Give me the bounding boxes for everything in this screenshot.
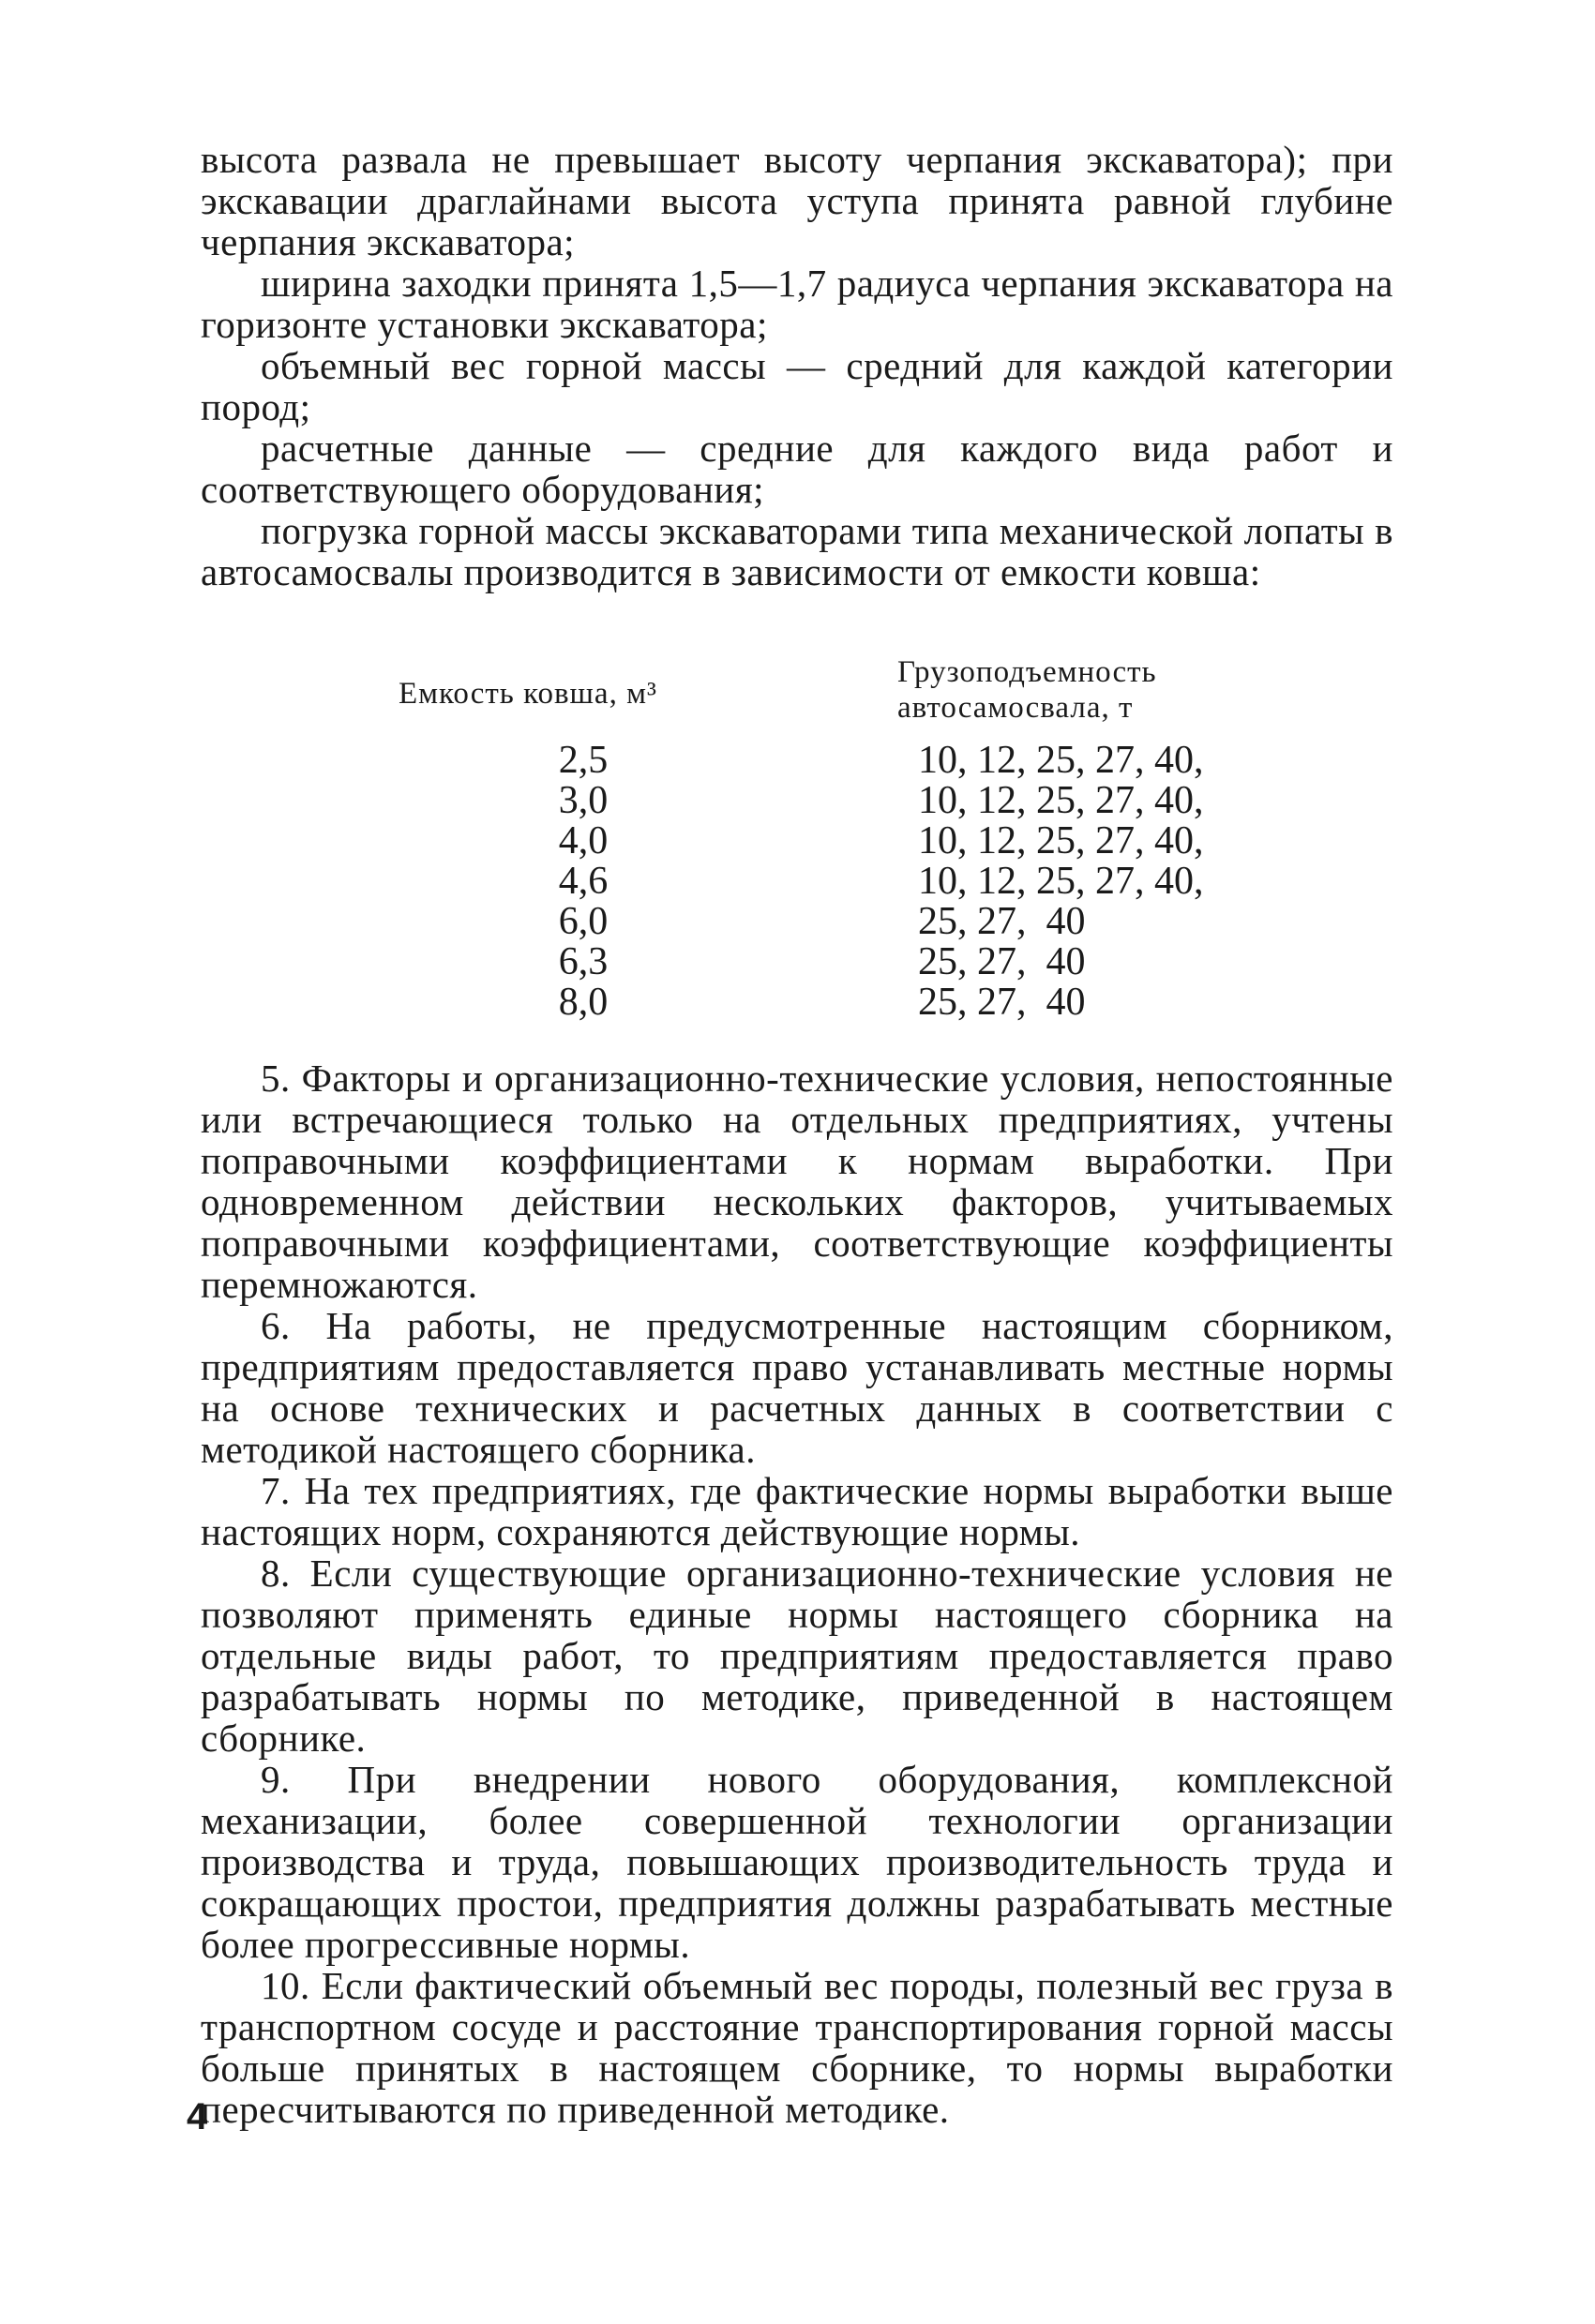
intro-paragraph-2: ширина заходки принята 1,5—1,7 радиуса черпания экскаватора на горизонте установки экскаватора; xyxy=(201,262,1393,346)
table-row xyxy=(201,902,1393,942)
table-row xyxy=(201,982,1393,1023)
paragraph-7: 7. На тех предприятиях, где фактические нормы выработки выше настоящих норм, сохраняются действующие нормы. xyxy=(201,1469,1393,1553)
intro-text xyxy=(201,139,1393,592)
paragraph-9: 9. При внедрении нового оборудования, комплексной механизации, более совершенной технологии организации производства и труда, повышающих производительность труда и сокращающих простои, предприятия должны разрабатывать местные более прогрессивные нормы. xyxy=(201,1758,1393,1966)
table-header-payload xyxy=(897,654,1157,726)
payload-cell: 10, 12, 25, 27, 40, xyxy=(918,739,1204,782)
table-row xyxy=(201,821,1393,862)
paragraph-8: 8. Если существующие организационно-технические условия не позволяют применять единые нормы настоящего сборника на отдельные виды работ, то предприятиям предоставляется право разрабатывать нормы по методике, приведенной в настоящем сборнике. xyxy=(201,1552,1393,1760)
capacity-cell: 2,5 xyxy=(558,739,609,782)
paragraph-6: 6. На работы, не предусмотренные настоящим сборником, предприятиям предоставляется право устанавливать местные нормы на основе технических и расчетных данных в соответствии с методикой настоящего сборника. xyxy=(201,1304,1393,1471)
intro-paragraph-5: погрузка горной массы экскаваторами типа механической лопаты в автосамосвалы производится в зависимости от емкости ковша: xyxy=(201,509,1393,593)
paragraph-5: 5. Факторы и организационно-технические условия, непостоянные или встречающиеся только на отдельных предприятиях, учтены поправочными коэффициентами к нормам выработки. При одновременном действии нескольких факторов, учитываемых поправочными коэффициентами, соответствующие коэффициенты перемножаются. xyxy=(201,1057,1393,1306)
table-body xyxy=(201,741,1393,1023)
table-header-payload-line-1: Грузоподъемность xyxy=(897,655,1157,689)
table-row xyxy=(201,942,1393,982)
capacity-cell: 6,3 xyxy=(558,940,609,983)
table-row xyxy=(201,781,1393,821)
capacity-cell: 4,6 xyxy=(558,860,609,903)
table-row xyxy=(201,741,1393,781)
payload-cell: 10, 12, 25, 27, 40, xyxy=(918,860,1204,903)
main-text xyxy=(201,1057,1393,2130)
paragraph-10: 10. Если фактический объемный вес породы, полезный вес груза в транспортном сосуде и расстояние транспортирования горной массы больше принятых в настоящем сборнике, то нормы выработки пересчитываются по приведенной методике. xyxy=(201,1964,1393,2131)
table-header-payload-line-2: автосамосвала, т xyxy=(897,691,1134,725)
intro-paragraph-4: расчетные данные — средние для каждого вида работ и соответствующего оборудования; xyxy=(201,427,1393,511)
payload-cell: 10, 12, 25, 27, 40, xyxy=(918,819,1204,862)
payload-cell: 10, 12, 25, 27, 40, xyxy=(918,779,1204,822)
table-row xyxy=(201,862,1393,902)
capacity-cell: 4,0 xyxy=(558,819,609,862)
payload-cell: 25, 27, 40 xyxy=(918,940,1086,983)
page-number: 4 xyxy=(187,2096,208,2137)
payload-cell: 25, 27, 40 xyxy=(918,981,1086,1024)
intro-paragraph-3: объемный вес горной массы — средний для каждой категории пород; xyxy=(201,344,1393,428)
intro-paragraph-1: высота развала не превышает высоту черпания экскаватора); при экскавации драглайнами высота уступа принята равной глубине черпания экскаватора; xyxy=(201,138,1393,263)
capacity-cell: 8,0 xyxy=(558,981,609,1024)
payload-cell: 25, 27, 40 xyxy=(918,900,1086,943)
capacity-cell: 6,0 xyxy=(558,900,609,943)
capacity-cell: 3,0 xyxy=(558,779,609,822)
table-header-capacity: Емкость ковша, м³ xyxy=(399,677,657,711)
